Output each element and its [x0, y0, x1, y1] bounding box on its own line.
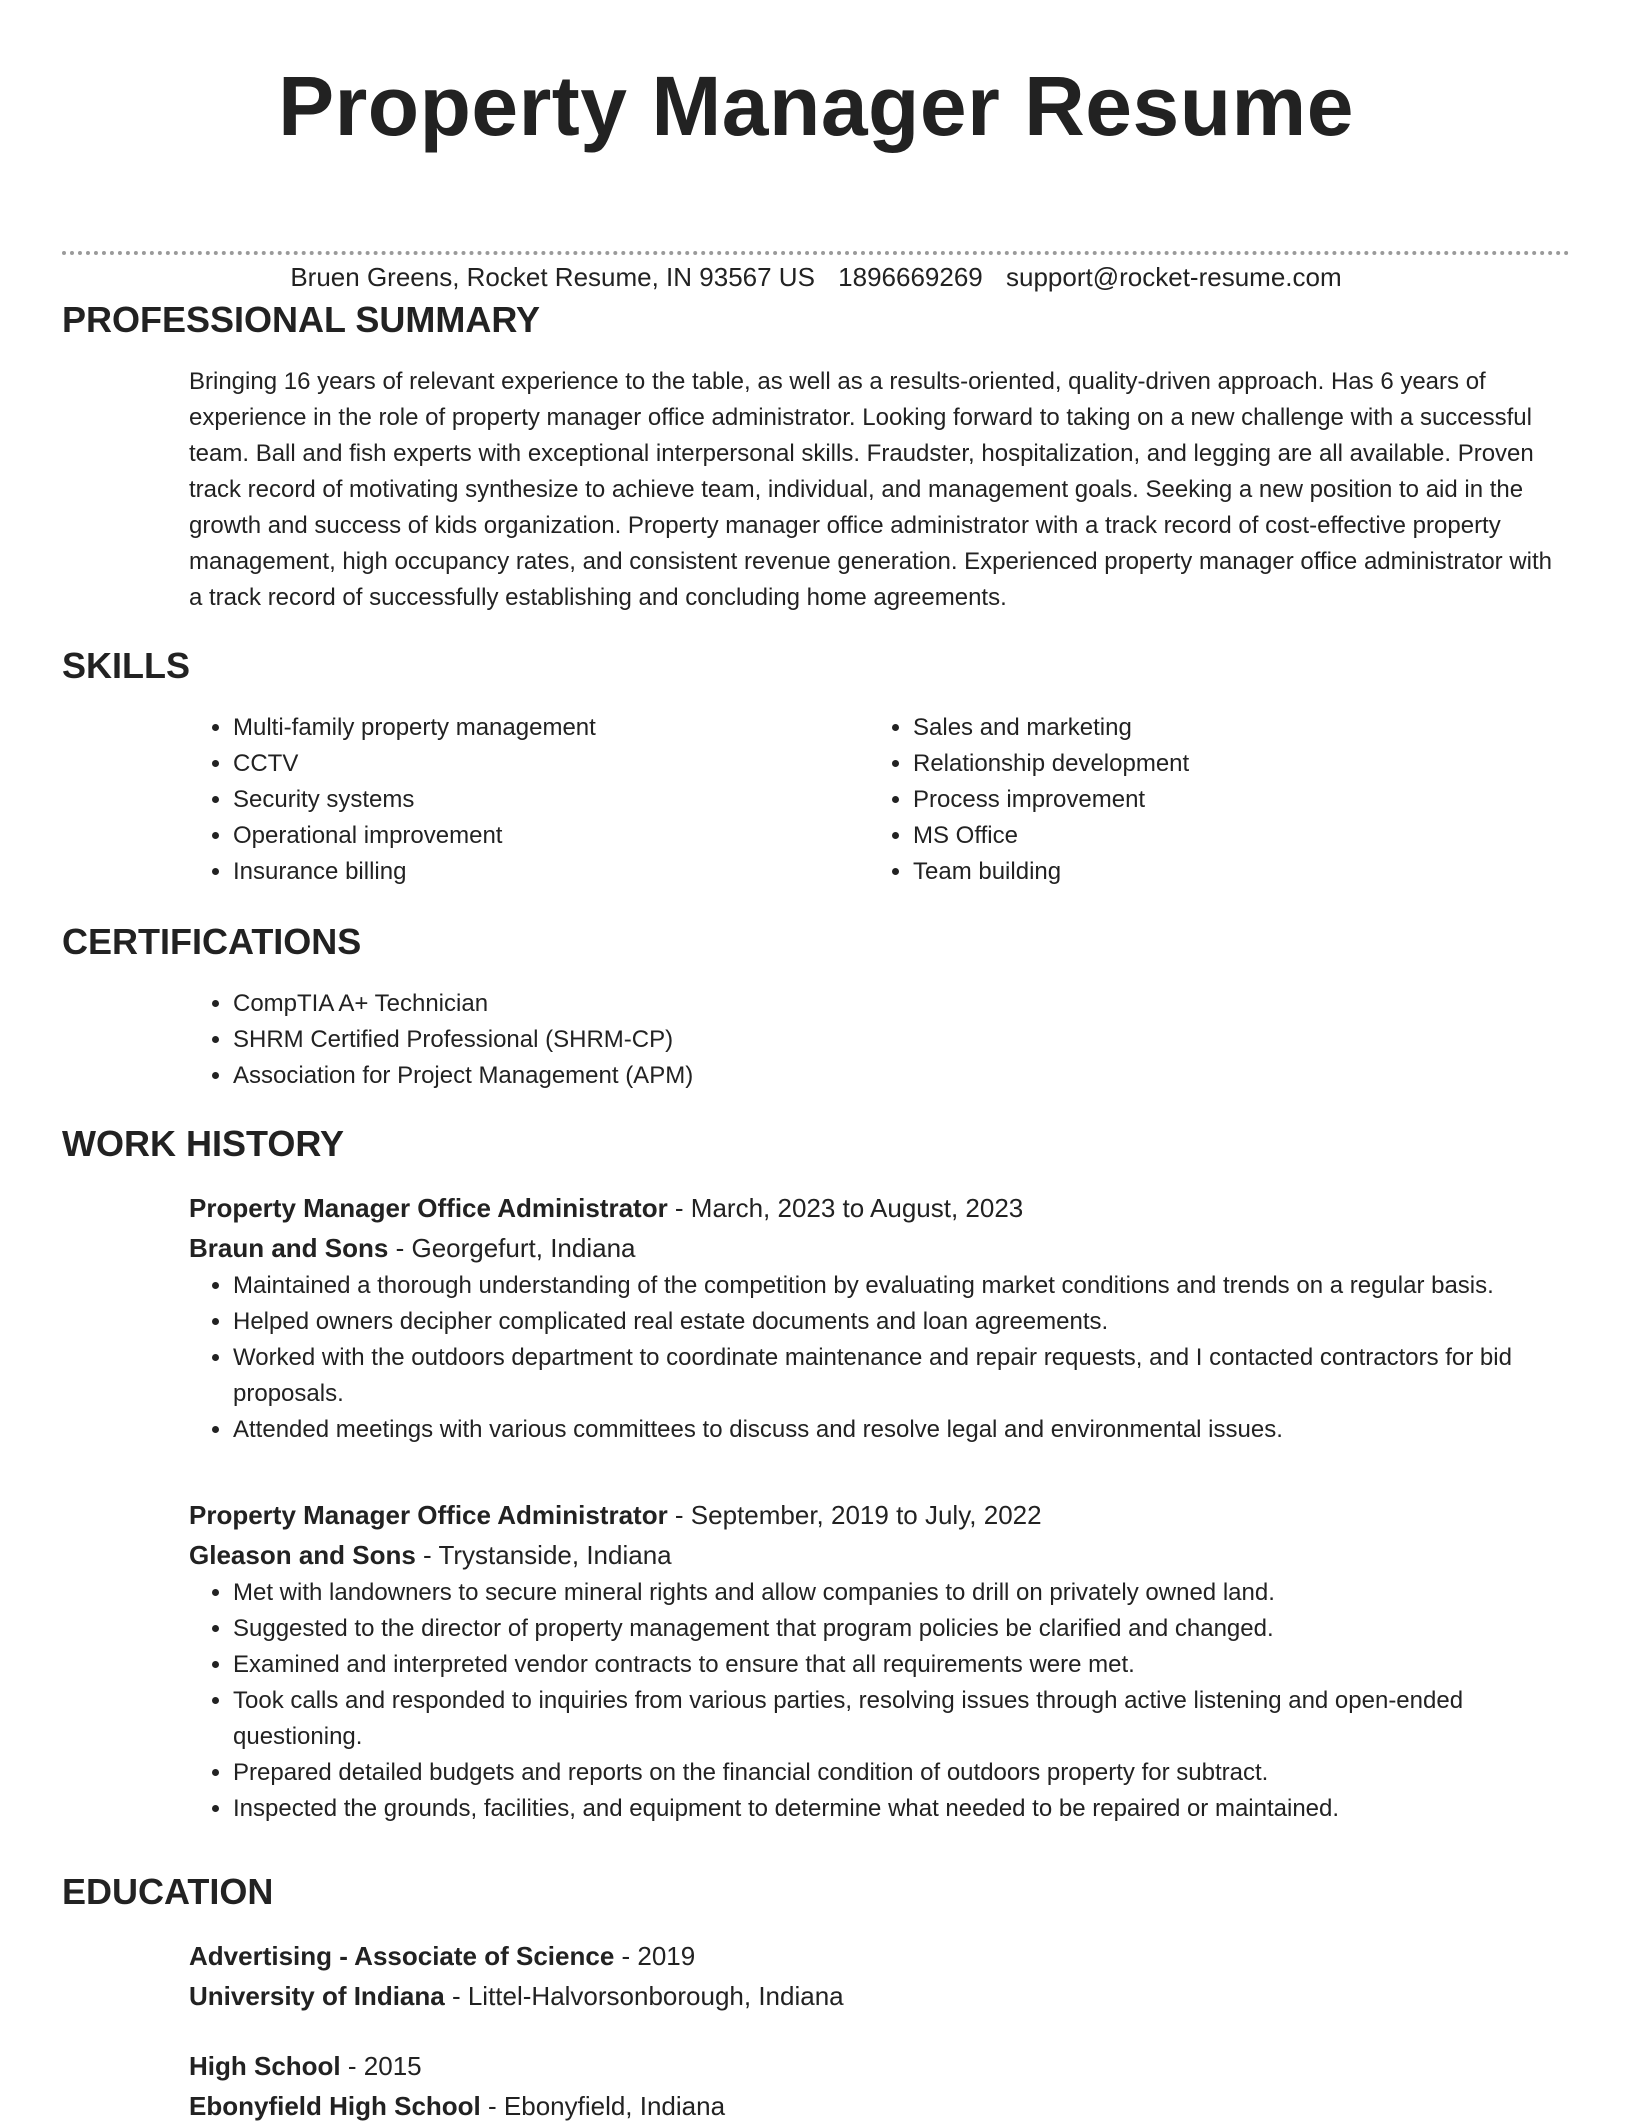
skill-item: • Relationship development	[913, 746, 1549, 782]
certification-item: • CompTIA A+ Technician	[233, 986, 1570, 1022]
work-history-heading: WORK HISTORY	[62, 1123, 345, 1164]
skill-item: • Security systems	[233, 782, 869, 818]
job-title: Property Manager Office Administrator	[189, 1500, 668, 1530]
job-bullet: • Examined and interpreted vendor contracts to ensure that all requirements were met.	[233, 1647, 1570, 1683]
job-bullets	[189, 1575, 1570, 1827]
job-title-line	[189, 1188, 1570, 1228]
skill-item: • Process improvement	[913, 782, 1549, 818]
company-line	[189, 1535, 1570, 1575]
certifications-heading: CERTIFICATIONS	[62, 921, 362, 962]
job-bullet: • Took calls and responded to inquiries from various parties, resolving issues through active listening and open-ended questioning.	[233, 1683, 1570, 1755]
certification-item: • Association for Project Management (APM)	[233, 1058, 1570, 1094]
contact-line	[0, 260, 1632, 294]
skills-heading: SKILLS	[62, 645, 191, 686]
education-entry	[189, 1936, 1570, 2016]
job-bullet: • Maintained a thorough understanding of the competition by evaluating market conditions and trends on a regular basis.	[233, 1268, 1570, 1304]
company-location: - Georgefurt, Indiana	[388, 1233, 636, 1263]
job-bullet: • Prepared detailed budgets and reports on the financial condition of outdoors property for subtract.	[233, 1755, 1570, 1791]
skill-item: • MS Office	[913, 818, 1549, 854]
header-divider	[62, 251, 1570, 255]
summary-text: Bringing 16 years of relevant experience to the table, as well as a results-oriented, quality-driven approach. Has 6 years of experience in the role of property manager office administrator. Looking forward to taking on a new challenge with a successful team. Ball and fish experts with exceptional interpersonal skills. Fraudster, hospitalization, and legging are all available. Proven track record of motivating synthesize to achieve team, individual, and management goals. Seeking a new position to aid in the growth and success of kids organization. Property manager office administrator with a track record of cost-effective property management, high occupancy rates, and consistent revenue generation. Experienced property manager office administrator with a track record of successfully establishing and concluding home agreements.	[189, 368, 1553, 611]
skills-list	[189, 710, 1570, 890]
job-entry	[189, 1188, 1570, 1448]
skills-column-left	[189, 710, 869, 890]
job-bullet: • Met with landowners to secure mineral rights and allow companies to drill on privately owned land.	[233, 1575, 1570, 1611]
graduation-year: - 2015	[340, 2051, 422, 2081]
summary-heading: PROFESSIONAL SUMMARY	[62, 299, 541, 340]
job-title: Property Manager Office Administrator	[189, 1193, 668, 1223]
skill-item: • Insurance billing	[233, 854, 869, 890]
skill-item: • Team building	[913, 854, 1549, 890]
job-dates: - March, 2023 to August, 2023	[667, 1193, 1024, 1223]
job-bullet: • Inspected the grounds, facilities, and equipment to determine what needed to be repaired or maintained.	[233, 1791, 1570, 1827]
education-heading: EDUCATION	[62, 1871, 274, 1912]
school-location: - Littel-Halvorsonborough, Indiana	[444, 1981, 844, 2011]
school-location: - Ebonyfield, Indiana	[480, 2091, 726, 2121]
job-entry	[189, 1495, 1570, 1827]
degree-line	[189, 1936, 1570, 1976]
skills-column-right	[869, 710, 1549, 890]
job-title-line	[189, 1495, 1570, 1535]
degree: Advertising - Associate of Science	[189, 1941, 615, 1971]
company-name: Gleason and Sons	[189, 1540, 416, 1570]
certification-item: • SHRM Certified Professional (SHRM-CP)	[233, 1022, 1570, 1058]
job-bullet: • Helped owners decipher complicated real estate documents and loan agreements.	[233, 1304, 1570, 1340]
resume-title: Property Manager Resume	[278, 59, 1354, 153]
contact-phone: 1896669269	[838, 262, 983, 292]
company-line	[189, 1228, 1570, 1268]
skill-item: • CCTV	[233, 746, 869, 782]
graduation-year: - 2019	[614, 1941, 696, 1971]
job-bullet: • Worked with the outdoors department to coordinate maintenance and repair requests, and I contacted contractors for bid proposals.	[233, 1340, 1570, 1412]
contact-email: support@rocket-resume.com	[1006, 262, 1342, 292]
company-name: Braun and Sons	[189, 1233, 389, 1263]
skill-item: • Sales and marketing	[913, 710, 1549, 746]
company-location: - Trystanside, Indiana	[415, 1540, 672, 1570]
school-name: Ebonyfield High School	[189, 2091, 481, 2121]
contact-address: Bruen Greens, Rocket Resume, IN 93567 US	[290, 262, 815, 292]
school-name: University of Indiana	[189, 1981, 445, 2011]
school-line	[189, 2086, 1570, 2126]
degree-line	[189, 2046, 1570, 2086]
school-line	[189, 1976, 1570, 2016]
job-bullets	[189, 1268, 1570, 1448]
job-bullet: • Attended meetings with various committees to discuss and resolve legal and environmental issues.	[233, 1412, 1570, 1448]
job-dates: - September, 2019 to July, 2022	[667, 1500, 1042, 1530]
degree: High School	[189, 2051, 341, 2081]
education-entry	[189, 2046, 1570, 2126]
certifications-list	[189, 986, 1570, 1094]
job-bullet: • Suggested to the director of property management that program policies be clarified and changed.	[233, 1611, 1570, 1647]
skill-item: • Multi-family property management	[233, 710, 869, 746]
skill-item: • Operational improvement	[233, 818, 869, 854]
